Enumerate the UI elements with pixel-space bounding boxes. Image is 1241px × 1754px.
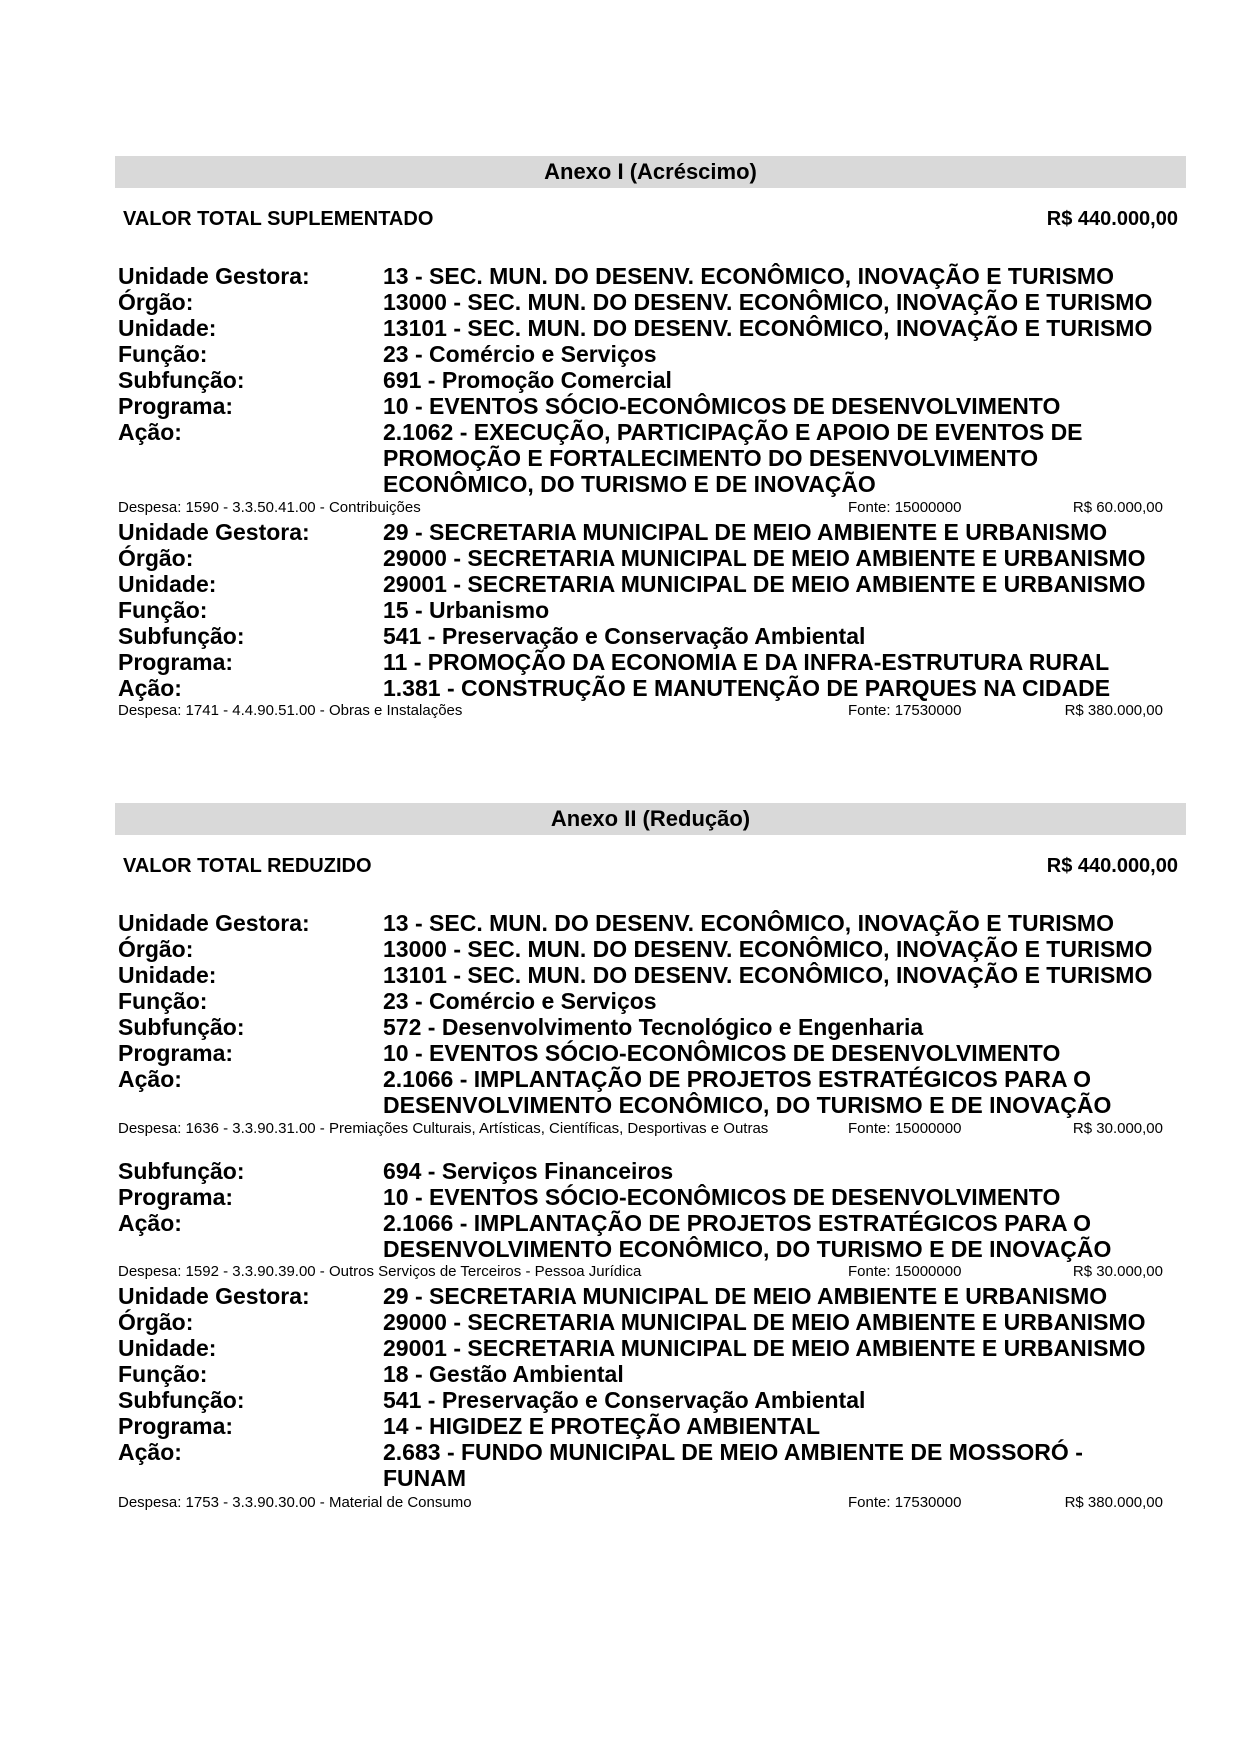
row-value: 13000 - SEC. MUN. DO DESENV. ECONÔMICO, INOVAÇÃO E TURISMO [383, 936, 1153, 962]
anexo1-row-programa [118, 393, 1178, 419]
anexo1-header: Anexo I (Acréscimo) [115, 156, 1186, 188]
anexo2-row-acao-3 [118, 1439, 1178, 1491]
row-label: Ação: [118, 1439, 182, 1465]
row-label: Unidade: [118, 315, 217, 341]
row-label: Subfunção: [118, 1387, 245, 1413]
anexo1-despesa-1741 [118, 702, 1163, 720]
row-value: 2.683 - FUNDO MUNICIPAL DE MEIO AMBIENTE DE MOSSORÓ - FUNAM [383, 1439, 1083, 1491]
row-label: Unidade Gestora: [118, 263, 310, 289]
anexo1-row-funcao-2 [118, 597, 1178, 623]
row-label: Subfunção: [118, 1158, 245, 1184]
despesa-text: Despesa: 1590 - 3.3.50.41.00 - Contribuições [118, 499, 421, 516]
row-value: 23 - Comércio e Serviços [383, 341, 657, 367]
row-value: 23 - Comércio e Serviços [383, 988, 657, 1014]
row-value: 11 - PROMOÇÃO DA ECONOMIA E DA INFRA-ESTRUTURA RURAL [383, 649, 1110, 675]
anexo1-row-unidade [118, 315, 1178, 341]
anexo2-row-unidade [118, 962, 1178, 988]
anexo2-total-label: VALOR TOTAL REDUZIDO [123, 855, 372, 877]
row-label: Órgão: [118, 545, 194, 571]
anexo1-row-unidade-gestora [118, 263, 1178, 289]
row-value: 29 - SECRETARIA MUNICIPAL DE MEIO AMBIENTE E URBANISMO [383, 519, 1108, 545]
anexo1-row-programa-2 [118, 649, 1178, 675]
row-label: Unidade Gestora: [118, 519, 310, 545]
row-value: 13101 - SEC. MUN. DO DESENV. ECONÔMICO, INOVAÇÃO E TURISMO [383, 962, 1153, 988]
anexo2-row-acao-2 [118, 1210, 1178, 1262]
row-value: 13 - SEC. MUN. DO DESENV. ECONÔMICO, INOVAÇÃO E TURISMO [383, 263, 1114, 289]
despesa-fonte: Fonte: 15000000 [848, 1120, 962, 1137]
despesa-amount: R$ 30.000,00 [1072, 1263, 1163, 1280]
row-label: Subfunção: [118, 1014, 245, 1040]
row-label: Função: [118, 597, 208, 623]
row-label: Subfunção: [118, 623, 245, 649]
row-value: 694 - Serviços Financeiros [383, 1158, 674, 1184]
row-value: 29000 - SECRETARIA MUNICIPAL DE MEIO AMBIENTE E URBANISMO [383, 1309, 1146, 1335]
anexo2-row-subfuncao [118, 1014, 1178, 1040]
row-label: Subfunção: [118, 367, 245, 393]
anexo1-row-subfuncao-2 [118, 623, 1178, 649]
row-label: Unidade: [118, 962, 217, 988]
despesa-text: Despesa: 1741 - 4.4.90.51.00 - Obras e Instalações [118, 702, 463, 719]
row-label: Ação: [118, 1210, 182, 1236]
row-label: Programa: [118, 393, 234, 419]
anexo2-row-programa-2 [118, 1184, 1178, 1210]
anexo1-row-acao-2 [118, 675, 1178, 701]
row-label: Órgão: [118, 936, 194, 962]
anexo2-row-funcao [118, 988, 1178, 1014]
row-label: Unidade: [118, 1335, 217, 1361]
despesa-amount: R$ 380.000,00 [1064, 702, 1163, 719]
row-value: 10 - EVENTOS SÓCIO-ECONÔMICOS DE DESENVOLVIMENTO [383, 393, 1061, 419]
anexo1-despesa-1590 [118, 499, 1163, 517]
anexo2-row-funcao-2 [118, 1361, 1178, 1387]
row-value: 14 - HIGIDEZ E PROTEÇÃO AMBIENTAL [383, 1413, 821, 1439]
anexo2-row-orgao [118, 936, 1178, 962]
anexo1-row-orgao [118, 289, 1178, 315]
row-value: 541 - Preservação e Conservação Ambiental [383, 1387, 866, 1413]
despesa-text: Despesa: 1592 - 3.3.90.39.00 - Outros Serviços de Terceiros - Pessoa Jurídica [118, 1263, 642, 1280]
row-value: 691 - Promoção Comercial [383, 367, 672, 393]
row-label: Programa: [118, 1413, 234, 1439]
row-label: Órgão: [118, 289, 194, 315]
row-label: Função: [118, 341, 208, 367]
anexo2-total-value: R$ 440.000,00 [1046, 855, 1178, 877]
despesa-fonte: Fonte: 17530000 [848, 702, 962, 719]
row-label: Função: [118, 1361, 208, 1387]
anexo2-row-orgao-2 [118, 1309, 1178, 1335]
anexo1-total-value: R$ 440.000,00 [1046, 208, 1178, 230]
despesa-fonte: Fonte: 15000000 [848, 499, 962, 516]
anexo2-despesa-1753 [118, 1494, 1163, 1512]
row-value: 29 - SECRETARIA MUNICIPAL DE MEIO AMBIENTE E URBANISMO [383, 1283, 1108, 1309]
row-label: Programa: [118, 649, 234, 675]
despesa-fonte: Fonte: 17530000 [848, 1494, 962, 1511]
despesa-text: Despesa: 1636 - 3.3.90.31.00 - Premiações Culturais, Artísticas, Científicas, Desportivas e Outras [118, 1120, 769, 1137]
row-value: 10 - EVENTOS SÓCIO-ECONÔMICOS DE DESENVOLVIMENTO [383, 1184, 1061, 1210]
row-value: 18 - Gestão Ambiental [383, 1361, 624, 1387]
row-label: Programa: [118, 1040, 234, 1066]
anexo1-total-label: VALOR TOTAL SUPLEMENTADO [123, 208, 434, 230]
row-label: Ação: [118, 419, 182, 445]
row-value: 13 - SEC. MUN. DO DESENV. ECONÔMICO, INOVAÇÃO E TURISMO [383, 910, 1114, 936]
row-value: 572 - Desenvolvimento Tecnológico e Engenharia [383, 1014, 924, 1040]
anexo2-despesa-1592 [118, 1263, 1163, 1281]
anexo1-row-orgao-2 [118, 545, 1178, 571]
anexo2-despesa-1636 [118, 1120, 1163, 1138]
row-value: 1.381 - CONSTRUÇÃO E MANUTENÇÃO DE PARQUES NA CIDADE [383, 675, 1111, 701]
row-label: Programa: [118, 1184, 234, 1210]
anexo2-header: Anexo II (Redução) [115, 803, 1186, 835]
row-value: 2.1062 - EXECUÇÃO, PARTICIPAÇÃO E APOIO DE EVENTOS DE PROMOÇÃO E FORTALECIMENTO DO DESENVOLVIMENTO ECONÔMICO, DO TURISMO E DE INOVAÇÃO [383, 419, 1083, 497]
despesa-amount: R$ 60.000,00 [1072, 499, 1163, 516]
despesa-amount: R$ 30.000,00 [1072, 1120, 1163, 1137]
row-value: 15 - Urbanismo [383, 597, 550, 623]
anexo2-row-subfuncao-3 [118, 1387, 1178, 1413]
row-value: 541 - Preservação e Conservação Ambiental [383, 623, 866, 649]
anexo2-row-unidade-gestora [118, 910, 1178, 936]
anexo1-row-acao [118, 419, 1178, 497]
row-value: 13000 - SEC. MUN. DO DESENV. ECONÔMICO, INOVAÇÃO E TURISMO [383, 289, 1153, 315]
anexo2-row-unidade-gestora-2 [118, 1283, 1178, 1309]
row-value: 29001 - SECRETARIA MUNICIPAL DE MEIO AMBIENTE E URBANISMO [383, 1335, 1146, 1361]
row-label: Unidade: [118, 571, 217, 597]
row-value: 2.1066 - IMPLANTAÇÃO DE PROJETOS ESTRATÉGICOS PARA O DESENVOLVIMENTO ECONÔMICO, DO TURISMO E DE INOVAÇÃO [383, 1210, 1112, 1262]
row-value: 13101 - SEC. MUN. DO DESENV. ECONÔMICO, INOVAÇÃO E TURISMO [383, 315, 1153, 341]
anexo2-row-subfuncao-2 [118, 1158, 1178, 1184]
anexo1-row-funcao [118, 341, 1178, 367]
row-label: Unidade Gestora: [118, 1283, 310, 1309]
despesa-text: Despesa: 1753 - 3.3.90.30.00 - Material de Consumo [118, 1494, 472, 1511]
row-label: Órgão: [118, 1309, 194, 1335]
row-label: Função: [118, 988, 208, 1014]
row-label: Unidade Gestora: [118, 910, 310, 936]
row-value: 29000 - SECRETARIA MUNICIPAL DE MEIO AMBIENTE E URBANISMO [383, 545, 1146, 571]
row-value: 29001 - SECRETARIA MUNICIPAL DE MEIO AMBIENTE E URBANISMO [383, 571, 1146, 597]
despesa-amount: R$ 380.000,00 [1064, 1494, 1163, 1511]
anexo1-row-unidade-2 [118, 571, 1178, 597]
anexo2-row-unidade-2 [118, 1335, 1178, 1361]
despesa-fonte: Fonte: 15000000 [848, 1263, 962, 1280]
anexo2-row-programa-3 [118, 1413, 1178, 1439]
anexo1-row-unidade-gestora-2 [118, 519, 1178, 545]
anexo2-row-acao [118, 1066, 1178, 1118]
anexo1-row-subfuncao [118, 367, 1178, 393]
row-label: Ação: [118, 675, 182, 701]
row-value: 2.1066 - IMPLANTAÇÃO DE PROJETOS ESTRATÉGICOS PARA O DESENVOLVIMENTO ECONÔMICO, DO TURISMO E DE INOVAÇÃO [383, 1066, 1112, 1118]
anexo2-row-programa [118, 1040, 1178, 1066]
row-value: 10 - EVENTOS SÓCIO-ECONÔMICOS DE DESENVOLVIMENTO [383, 1040, 1061, 1066]
row-label: Ação: [118, 1066, 182, 1092]
